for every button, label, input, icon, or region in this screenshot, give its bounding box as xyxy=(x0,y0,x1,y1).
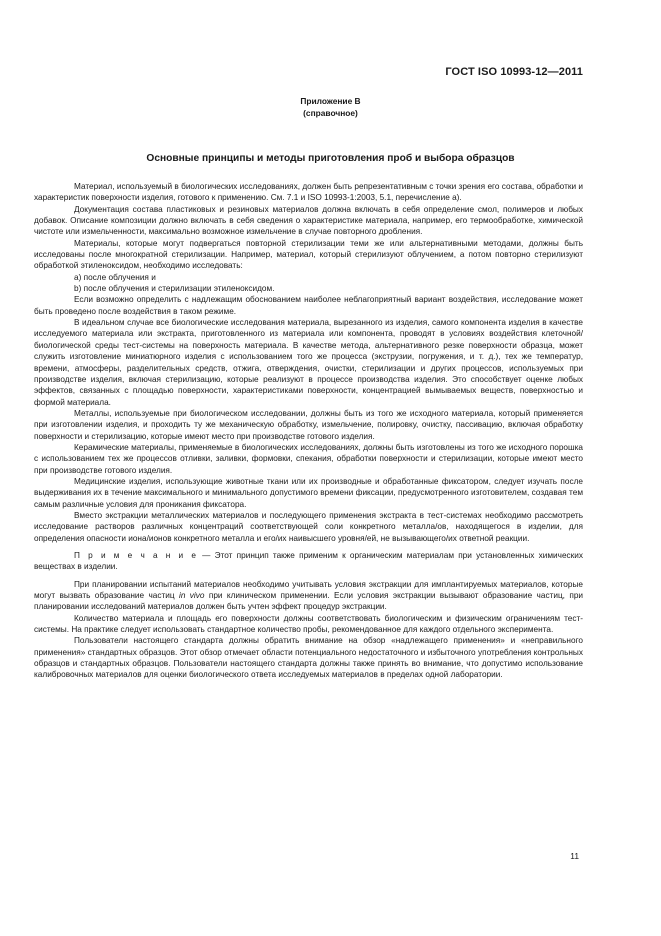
paragraph: Вместо экстракции металлических материалов и последующего применения экстракта в тест-системах необходимо рассмотреть исследование растворов различных концентраций соответствующей соли конкретного металла/ов, находящегося в изделии, для определения опасности иона/ионов конкретного металла и его/их наивысшего уровня/ей, не вызывающего/их ответной реакции. xyxy=(34,510,583,543)
italic-term: in vivo xyxy=(179,591,205,601)
paragraph: Медицинские изделия, использующие животные ткани или их производные и обработанные фиксатором, следует изучать после выдерживания их в течение максимального и минимального допустимого времени фиксации, предусмотренного изготовителем, создавая тем самым различные условия для проникания фиксатора. xyxy=(34,476,583,509)
page-title: Основные принципы и методы приготовления проб и выбора образцов xyxy=(146,153,515,164)
paragraph: В идеальном случае все биологические исследования материала, вырезанного из изделия, самого компонента изделия в качестве исследуемого материала или экстракта, приготовленного из материала или компонента, проводят в условиях воздействия клеточной/биологической среды тест-системы на поверхность материала. В качестве метода, альтернативного резке поверхности образца, может служить изготовление миниатюрного изделия с использованием того же процесса (экструзии, погружения, и т. д.), тех же температур, времени, атмосферы, разделительных средств, отжига, отверждения, очистки, стерилизации и других процессов, используемых при производстве изделия, включая стерилизацию, которые реализуют в процессе производства изделия. Это способствует оценке любых эффектов, связанных с площадью поверхности, характеристиками поверхности, концентрацией вымываемых веществ, поверхностью и формой материала. xyxy=(34,318,583,407)
standard-code: ГОСТ ISO 10993-12—2011 xyxy=(445,66,583,78)
annex-heading xyxy=(0,96,661,119)
note xyxy=(34,550,583,573)
note-label: П р и м е ч а н и е xyxy=(74,551,198,560)
paragraph: Количество материала и площадь его поверхности должны соответствовать биологическим и физическим ограничениям тест-системы. На практике следует использовать стандартное количество пробы, рекомендованное для каждого отдельного эксперимента. xyxy=(34,613,583,635)
paragraph: Пользователи настоящего стандарта должны обратить внимание на обзор «надлежащего применения» и «неправильного применения» стандартных образцов. Этот обзор отмечает области потенциального недостаточного и избыточного употребления контрольных образцов и стандартных образцов. Пользователи настоящего стандарта должны также принять во внимание, что допустимо использование калибровочных материалов для оценки биологического ответа исследуемых материалов в пределах одной лаборатории. xyxy=(34,636,583,680)
paragraph: Керамические материалы, применяемые в биологических исследованиях, должны быть изготовлены из того же исходного порошка с использованием тех же процессов отливки, заливки, формовки, спекания, обработки поверхности и стерилизации, которые имеют место при производстве готового изделия. xyxy=(34,442,583,475)
paragraph: Документация состава пластиковых и резиновых материалов должна включать в себя определение смол, полимеров и любых добавок. Описание композиции должно включать в себя сведения о характеристике материала, например, его термообработке, химической чистоте или измельченности, максимально возможное измельчение в случае повторного дробления. xyxy=(34,204,583,237)
list-item: a) после облучения и xyxy=(74,272,156,282)
paragraph-text: При планировании испытаний материалов необходимо учитывать условия экстракции для имплантируемых материалов, которые могут вызвать образование частиц xyxy=(34,579,583,601)
paragraph: Материалы, которые могут подвергаться повторной стерилизации теми же или альтернативными методами, должны быть исследованы после многократной стерилизации. Например, материал, который стерилизуют облучением, а потом повторно стерилизуют обработкой этиленоксидом, необходимо исследовать: xyxy=(34,238,583,271)
annex-title: Приложение В xyxy=(300,96,361,106)
page-number: 11 xyxy=(570,851,579,861)
paragraph: Металлы, используемые при биологическом исследовании, должны быть из того же исходного материала, который применяется при изготовлении изделия, и проходить ту же механическую обработку, измельчение, полировку, очистку, пассивацию, включая обработку поверхности и стерилизацию, которые имеют место при производстве готового изделия. xyxy=(34,408,583,441)
paragraph: Если возможно определить с надлежащим обоснованием наиболее неблагоприятный вариант воздействия, исследование может быть проведено после воздействия в таком режиме. xyxy=(34,295,583,316)
note-text: — Этот принцип также применим к органическим материалам при установленных химических веществах в изделии. xyxy=(34,551,584,572)
annex-subtitle: (справочное) xyxy=(303,107,358,118)
paragraph-text: при клиническом применении. Если условия экстракции вызывают образование частиц, при планировании исследований материалов должен быть учтен эффект процедур экстракции. xyxy=(34,591,584,612)
document-body xyxy=(34,181,583,681)
paragraph: Материал, используемый в биологических исследованиях, должен быть репрезентативным с точки зрения его состава, обработки и характеристик поверхности изделия, готового к применению. См. 7.1 и ISO 10993-1:2003, 5.1, перечисление а). xyxy=(34,182,583,203)
list-item: b) после облучения и стерилизации этиленоксидом. xyxy=(74,284,275,294)
paragraph xyxy=(34,579,583,613)
